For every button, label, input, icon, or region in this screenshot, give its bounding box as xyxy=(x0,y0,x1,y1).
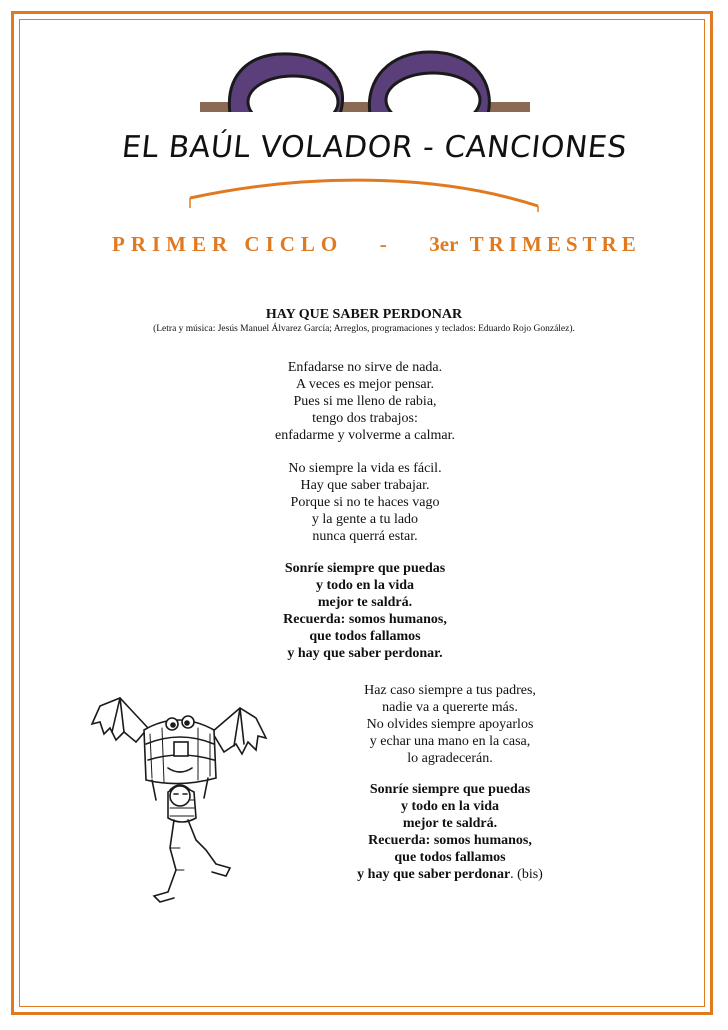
lyric-bold-part: y hay que saber perdonar xyxy=(357,867,511,882)
lyric-line: Enfadarse no sirve de nada. xyxy=(287,360,443,375)
cycle-number: 3er xyxy=(429,232,459,256)
lyric-line: Pues si me lleno de rabia, xyxy=(293,394,437,409)
lyric-line: tengo dos trabajos: xyxy=(312,411,418,426)
song-title: HAY QUE SABER PERDONAR xyxy=(265,307,463,322)
flying-chest-character-icon xyxy=(90,688,290,918)
lyric-line: nunca querrá estar. xyxy=(312,529,418,544)
lyric-line: Recuerda: somos humanos, xyxy=(283,612,447,627)
lyric-line: que todos fallamos xyxy=(394,850,506,865)
lyric-line: Sonríe siempre que puedas xyxy=(369,782,531,797)
title-swoosh xyxy=(186,168,546,212)
lyric-line: nadie va a quererte más. xyxy=(382,700,518,715)
lyric-line: enfadarme y volverme a calmar. xyxy=(275,428,455,443)
chorus-2 xyxy=(320,781,580,883)
lyric-line: No siempre la vida es fácil. xyxy=(288,461,442,476)
stanza-1 xyxy=(235,359,495,444)
lyric-line: mejor te saldrá. xyxy=(402,816,498,831)
lyric-line: Hay que saber trabajar. xyxy=(300,478,430,493)
lyric-line: Haz caso siempre a tus padres, xyxy=(364,683,536,698)
lyric-line: Sonríe siempre que puedas xyxy=(284,561,446,576)
lyric-line: y todo en la vida xyxy=(315,578,414,593)
lyric-line: que todos fallamos xyxy=(309,629,421,644)
lyric-line: Recuerda: somos humanos, xyxy=(368,833,532,848)
lyric-line: y echar una mano en la casa, xyxy=(369,734,531,749)
song-credits: (Letra y música: Jesús Manuel Álvarez García; Arreglos, programaciones y teclados: Eduardo Rojo González). xyxy=(153,324,575,334)
lyric-line-last xyxy=(320,866,580,883)
cycle-heading xyxy=(112,232,672,257)
chorus-1 xyxy=(235,560,495,662)
lyric-line: Porque si no te haces vago xyxy=(290,495,440,510)
cartoon-eyes-icon xyxy=(190,44,540,124)
lyric-line: y la gente a tu lado xyxy=(311,512,419,527)
lyric-line: y todo en la vida xyxy=(400,799,499,814)
stanza-3 xyxy=(320,682,580,767)
cycle-dash: - xyxy=(379,232,393,256)
lyric-line: mejor te saldrá. xyxy=(317,595,413,610)
cycle-right: TRIMESTRE xyxy=(469,232,641,256)
cycle-left: PRIMER CICLO xyxy=(112,232,344,256)
lyric-line: y hay que saber perdonar. xyxy=(287,646,443,661)
lyric-line: A veces es mejor pensar. xyxy=(295,377,434,392)
stanza-2 xyxy=(235,460,495,545)
page-title: EL BAÚL VOLADOR - CANCIONES xyxy=(120,130,629,165)
lyric-line: No olvides siempre apoyarlos xyxy=(366,717,534,732)
lyric-bis: . (bis) xyxy=(510,867,543,882)
lyric-line: lo agradecerán. xyxy=(407,751,493,766)
